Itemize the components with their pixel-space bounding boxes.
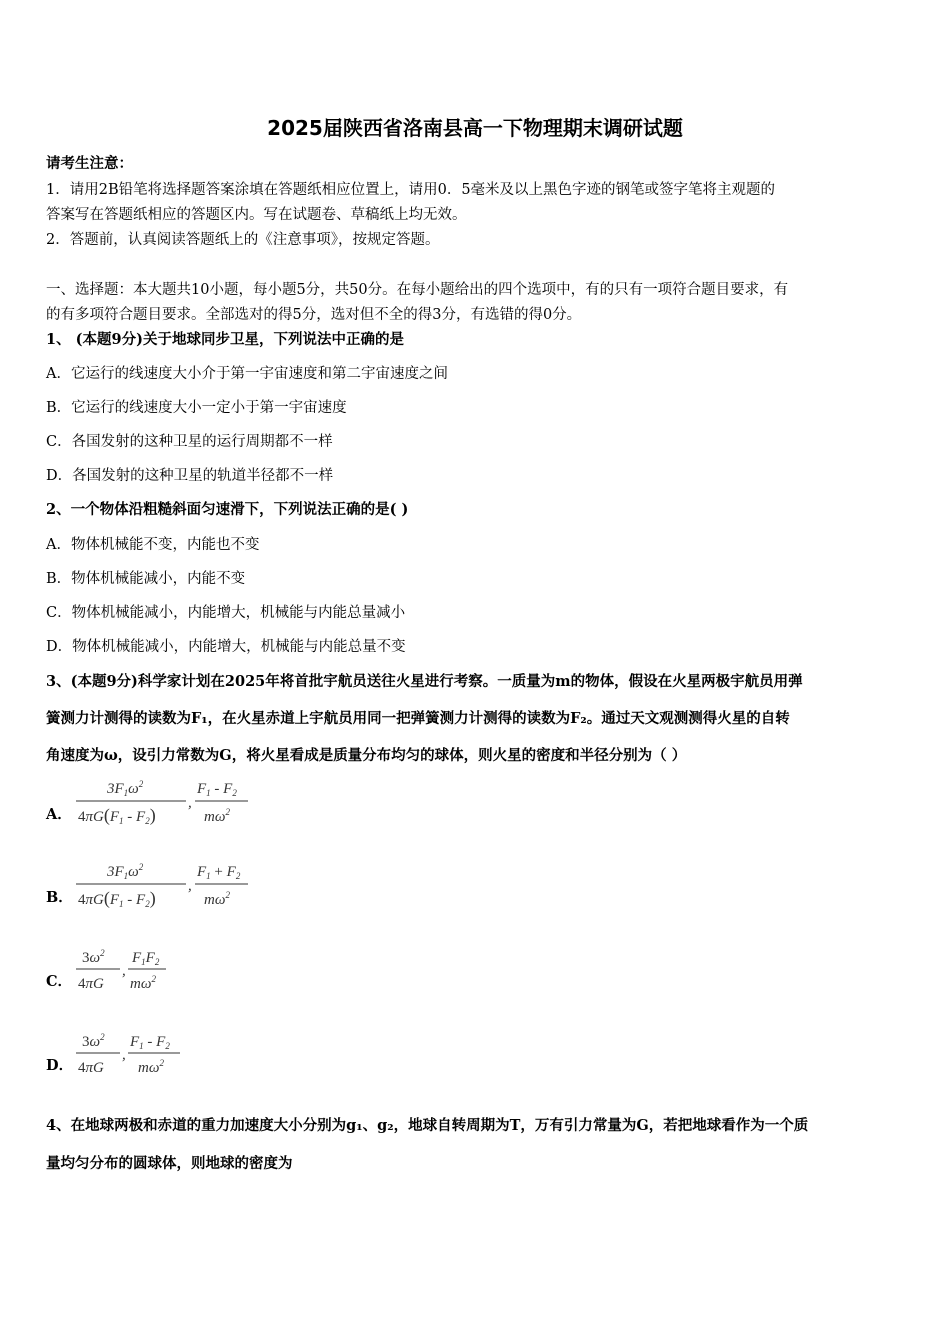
svg-text:3F1ω2: $3F_1\omega^2$ xyxy=(107,779,144,798)
svg-text:mω2: $m\omega^2$ xyxy=(204,807,230,825)
svg-text:mω2: $m\omega^2$ xyxy=(204,890,230,908)
svg-text:,: , xyxy=(188,878,192,894)
svg-text:3F1ω2: $3F_1\omega^2$ xyxy=(107,862,144,881)
notice-item-1-line-2: 答案写在答题纸相应的答题区内。写在试题卷、草稿纸上均无效。 xyxy=(46,207,467,223)
svg-text:,: , xyxy=(122,1047,126,1063)
option-a-label: A． xyxy=(46,806,72,823)
notice-item-2: 2．答题前，认真阅读答题纸上的《注意事项》，按规定答题。 xyxy=(46,232,440,248)
svg-text:F1 + F2: $F_1 + F_2$ xyxy=(197,864,241,881)
svg-text:4πG(F1 - F2): $4\pi G(F_1 - F_2)$ xyxy=(78,805,156,826)
question-3-option-c xyxy=(46,944,246,1004)
question-1-option-a: A．它运行的线速度大小介于第一宇宙速度和第二宇宙速度之间 xyxy=(46,366,448,382)
section-instructions-line-1: 一、选择题：本大题共10小题，每小题5分，共50分。在每小题给出的四个选项中，有的只有一项符合题目要求，有 xyxy=(46,282,789,298)
question-2-stem: 2、一个物体沿粗糙斜面匀速滑下，下列说法正确的是( ) xyxy=(46,501,409,518)
option-b-formula xyxy=(74,858,304,918)
notice-heading: 请考生注意： xyxy=(46,155,133,172)
option-b-label: B． xyxy=(46,889,73,906)
svg-text:,: , xyxy=(122,963,126,979)
question-1-stem: 1、 (本题9分)关于地球同步卫星，下列说法中正确的是 xyxy=(46,331,404,348)
svg-text:3ω2: $3\omega^2$ xyxy=(82,948,105,966)
question-3-line-3: 角速度为ω，设引力常数为G，将火星看成是质量分布均匀的球体，则火星的密度和半径分别为（ ） xyxy=(46,747,687,764)
section-instructions-line-2: 的有多项符合题目要求。全部选对的得5分，选对但不全的得3分，有选错的得0分。 xyxy=(46,307,582,323)
question-4-line-1: 4、在地球两极和赤道的重力加速度大小分别为g₁、g₂，地球自转周期为T，万有引力常量为G，若把地球看作为一个质 xyxy=(46,1117,809,1134)
svg-text:F1 - F2: $F_1 - F_2$ xyxy=(130,1034,170,1051)
question-3-option-d xyxy=(46,1028,246,1088)
question-2-option-a: A．物体机械能不变，内能也不变 xyxy=(46,537,260,553)
svg-text:,: , xyxy=(188,795,192,811)
question-3-option-b xyxy=(46,858,306,918)
option-c-label: C． xyxy=(46,973,73,990)
svg-text:F1 - F2: $F_1 - F_2$ xyxy=(197,781,237,798)
svg-text:mω2: $m\omega^2$ xyxy=(130,974,156,992)
question-2-option-b: B．物体机械能减小，内能不变 xyxy=(46,571,246,587)
question-2-option-d: D．物体机械能减小，内能增大，机械能与内能总量不变 xyxy=(46,639,406,655)
question-1-option-b: B．它运行的线速度大小一定小于第一宇宙速度 xyxy=(46,400,347,416)
svg-text:4πG: 4πG xyxy=(78,1060,104,1076)
svg-text:3ω2: $3\omega^2$ xyxy=(82,1032,105,1050)
question-3-option-a xyxy=(46,775,306,835)
option-d-formula xyxy=(74,1028,234,1088)
question-1-option-d: D．各国发射的这种卫星的轨道半径都不一样 xyxy=(46,468,334,484)
svg-text:4πG: 4πG xyxy=(78,976,104,992)
notice-item-1-line-1: 1．请用2B铅笔将选择题答案涂填在答题纸相应位置上，请用0．5毫米及以上黑色字迹的钢笔或签字笔将主观题的 xyxy=(46,182,776,198)
question-3-line-1: 3、(本题9分)科学家计划在2025年将首批宇航员送往火星进行考察。一质量为m的物体，假设在火星两极宇航员用弹 xyxy=(46,673,803,690)
svg-text:mω2: $m\omega^2$ xyxy=(138,1058,164,1076)
option-d-label: D． xyxy=(46,1057,74,1074)
question-4-line-2: 量均匀分布的圆球体，则地球的密度为 xyxy=(46,1155,293,1172)
question-3-line-2: 簧测力计测得的读数为F₁，在火星赤道上宇航员用同一把弹簧测力计测得的读数为F₂。通过天文观测测得火星的自转 xyxy=(46,710,790,727)
svg-text:F1F2: $F_1F_2$ xyxy=(132,950,160,967)
page-title: 2025届陕西省洛南县高一下物理期末调研试题 xyxy=(267,116,683,140)
option-a-formula xyxy=(74,775,304,835)
svg-text:4πG(F1 - F2): $4\pi G(F_1 - F_2)$ xyxy=(78,888,156,909)
question-1-option-c: C．各国发射的这种卫星的运行周期都不一样 xyxy=(46,434,333,450)
question-2-option-c: C．物体机械能减小，内能增大，机械能与内能总量减小 xyxy=(46,605,406,621)
option-c-formula xyxy=(74,944,224,1004)
